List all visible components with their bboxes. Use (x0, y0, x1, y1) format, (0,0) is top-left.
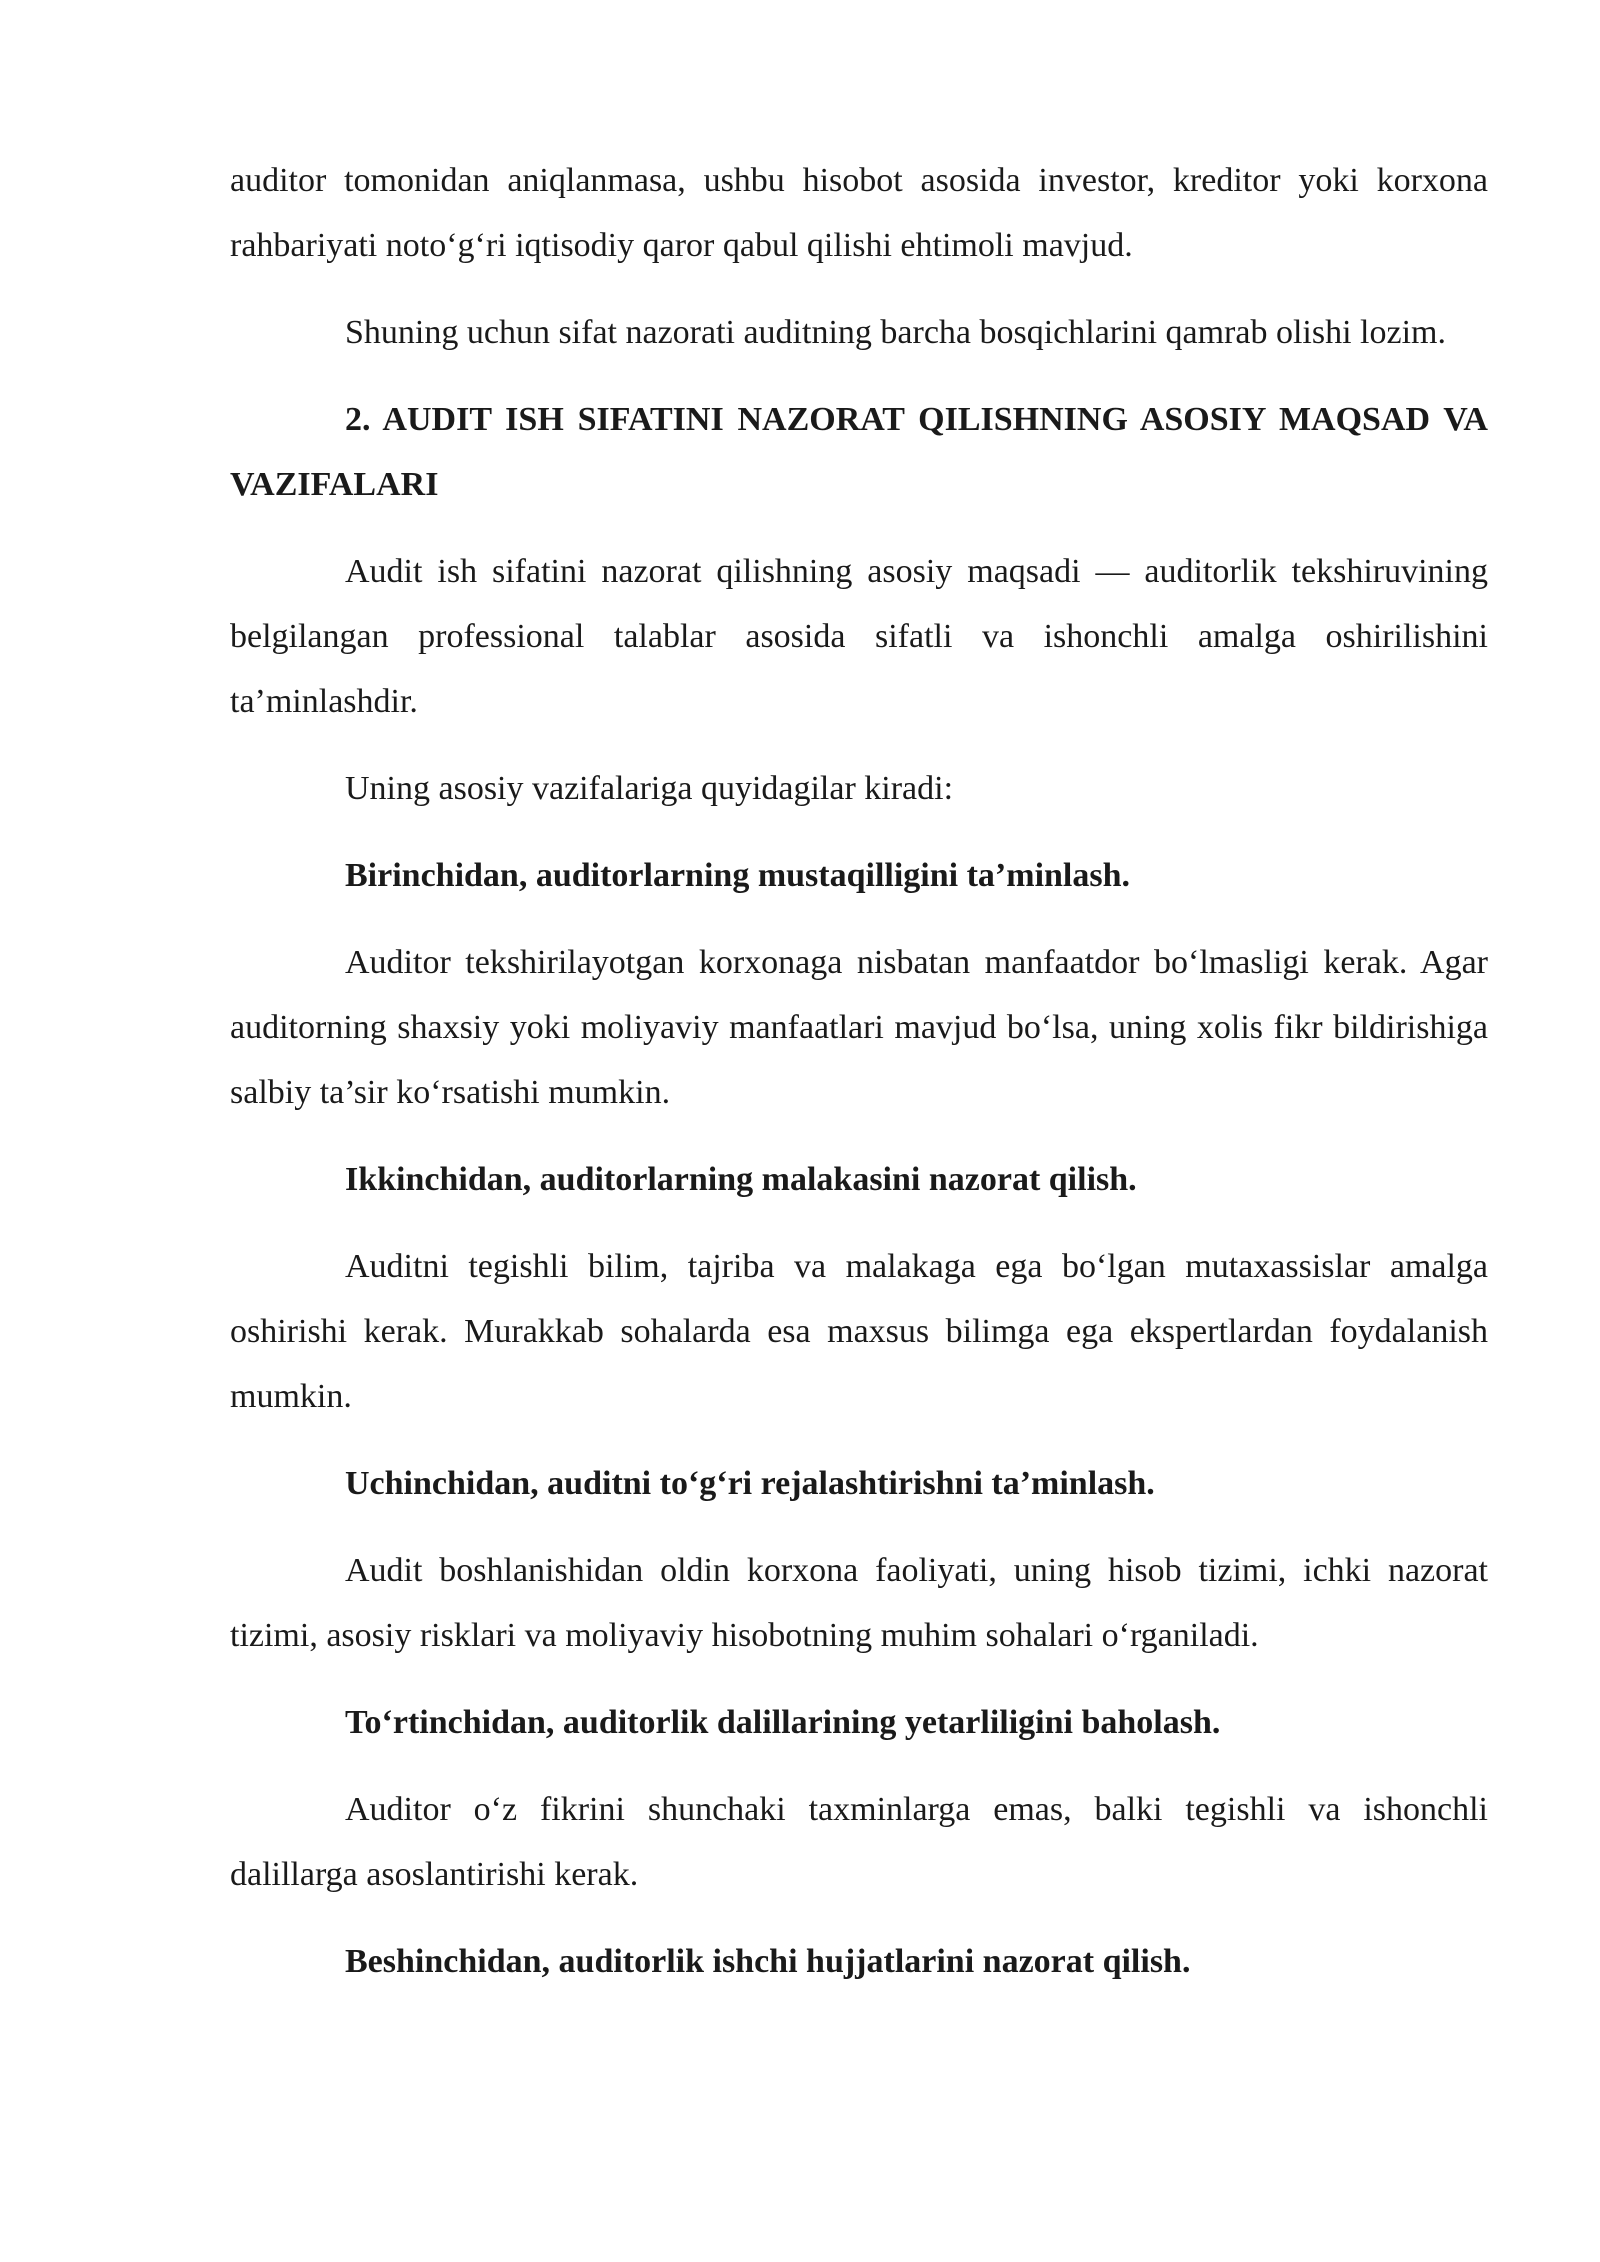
task-heading-fifth: Beshinchidan, auditorlik ishchi hujjatlarini nazorat qilish. (345, 1943, 1191, 1980)
paragraph-competence: Auditni tegishli bilim, tajriba va malakaga ega bo‘lgan mutaxassislar amalga oshirishi kerak. Murakkab sohalarda esa maxsus bilimga ega ekspertlardan foydalanish mumkin. (230, 1248, 1488, 1415)
paragraph-main-goal: Audit ish sifatini nazorat qilishning asosiy maqsadi — auditorlik tekshiruvining belgilangan professional talablar asosida sifatli va ishonchli amalga oshirilishini ta’minlashdir. (230, 553, 1488, 720)
paragraph-independence: Auditor tekshirilayotgan korxonaga nisbatan manfaatdor bo‘lmasligi kerak. Agar auditorning shaxsiy yoki moliyaviy manfaatlari mavjud bo‘lsa, uning xolis fikr bildirishiga salbiy ta’sir ko‘rsatishi mumkin. (230, 944, 1488, 1111)
paragraph-evidence: Auditor o‘z fikrini shunchaki taxminlarga emas, balki tegishli va ishonchli dalillarga asoslantirishi kerak. (230, 1791, 1488, 1893)
paragraph-planning: Audit boshlanishidan oldin korxona faoliyati, uning hisob tizimi, ichki nazorat tizimi, asosiy risklari va moliyaviy hisobotning muhim sohalari o‘rganiladi. (230, 1552, 1488, 1654)
task-heading-third: Uchinchidan, auditni to‘g‘ri rejalashtirishni ta’minlash. (345, 1465, 1155, 1502)
task-heading-fourth: To‘rtinchidan, auditorlik dalillarining yetarliligini baholash. (345, 1704, 1221, 1741)
section-heading: 2. AUDIT ISH SIFATINI NAZORAT QILISHNING ASOSIY MAQSAD VA VAZIFALARI (230, 401, 1488, 503)
paragraph-continuation: auditor tomonidan aniqlanmasa, ushbu hisobot asosida investor, kreditor yoki korxona rahbariyati noto‘g‘ri iqtisodiy qaror qabul qilishi ehtimoli mavjud. (230, 162, 1488, 264)
task-heading-second: Ikkinchidan, auditorlarning malakasini nazorat qilish. (345, 1161, 1137, 1198)
document-page (230, 148, 1488, 2016)
task-heading-first: Birinchidan, auditorlarning mustaqilligini ta’minlash. (345, 857, 1131, 894)
paragraph-quality-control-scope: Shuning uchun sifat nazorati auditning barcha bosqichlarini qamrab olishi lozim. (345, 314, 1446, 351)
paragraph-tasks-intro: Uning asosiy vazifalariga quyidagilar kiradi: (345, 770, 954, 807)
